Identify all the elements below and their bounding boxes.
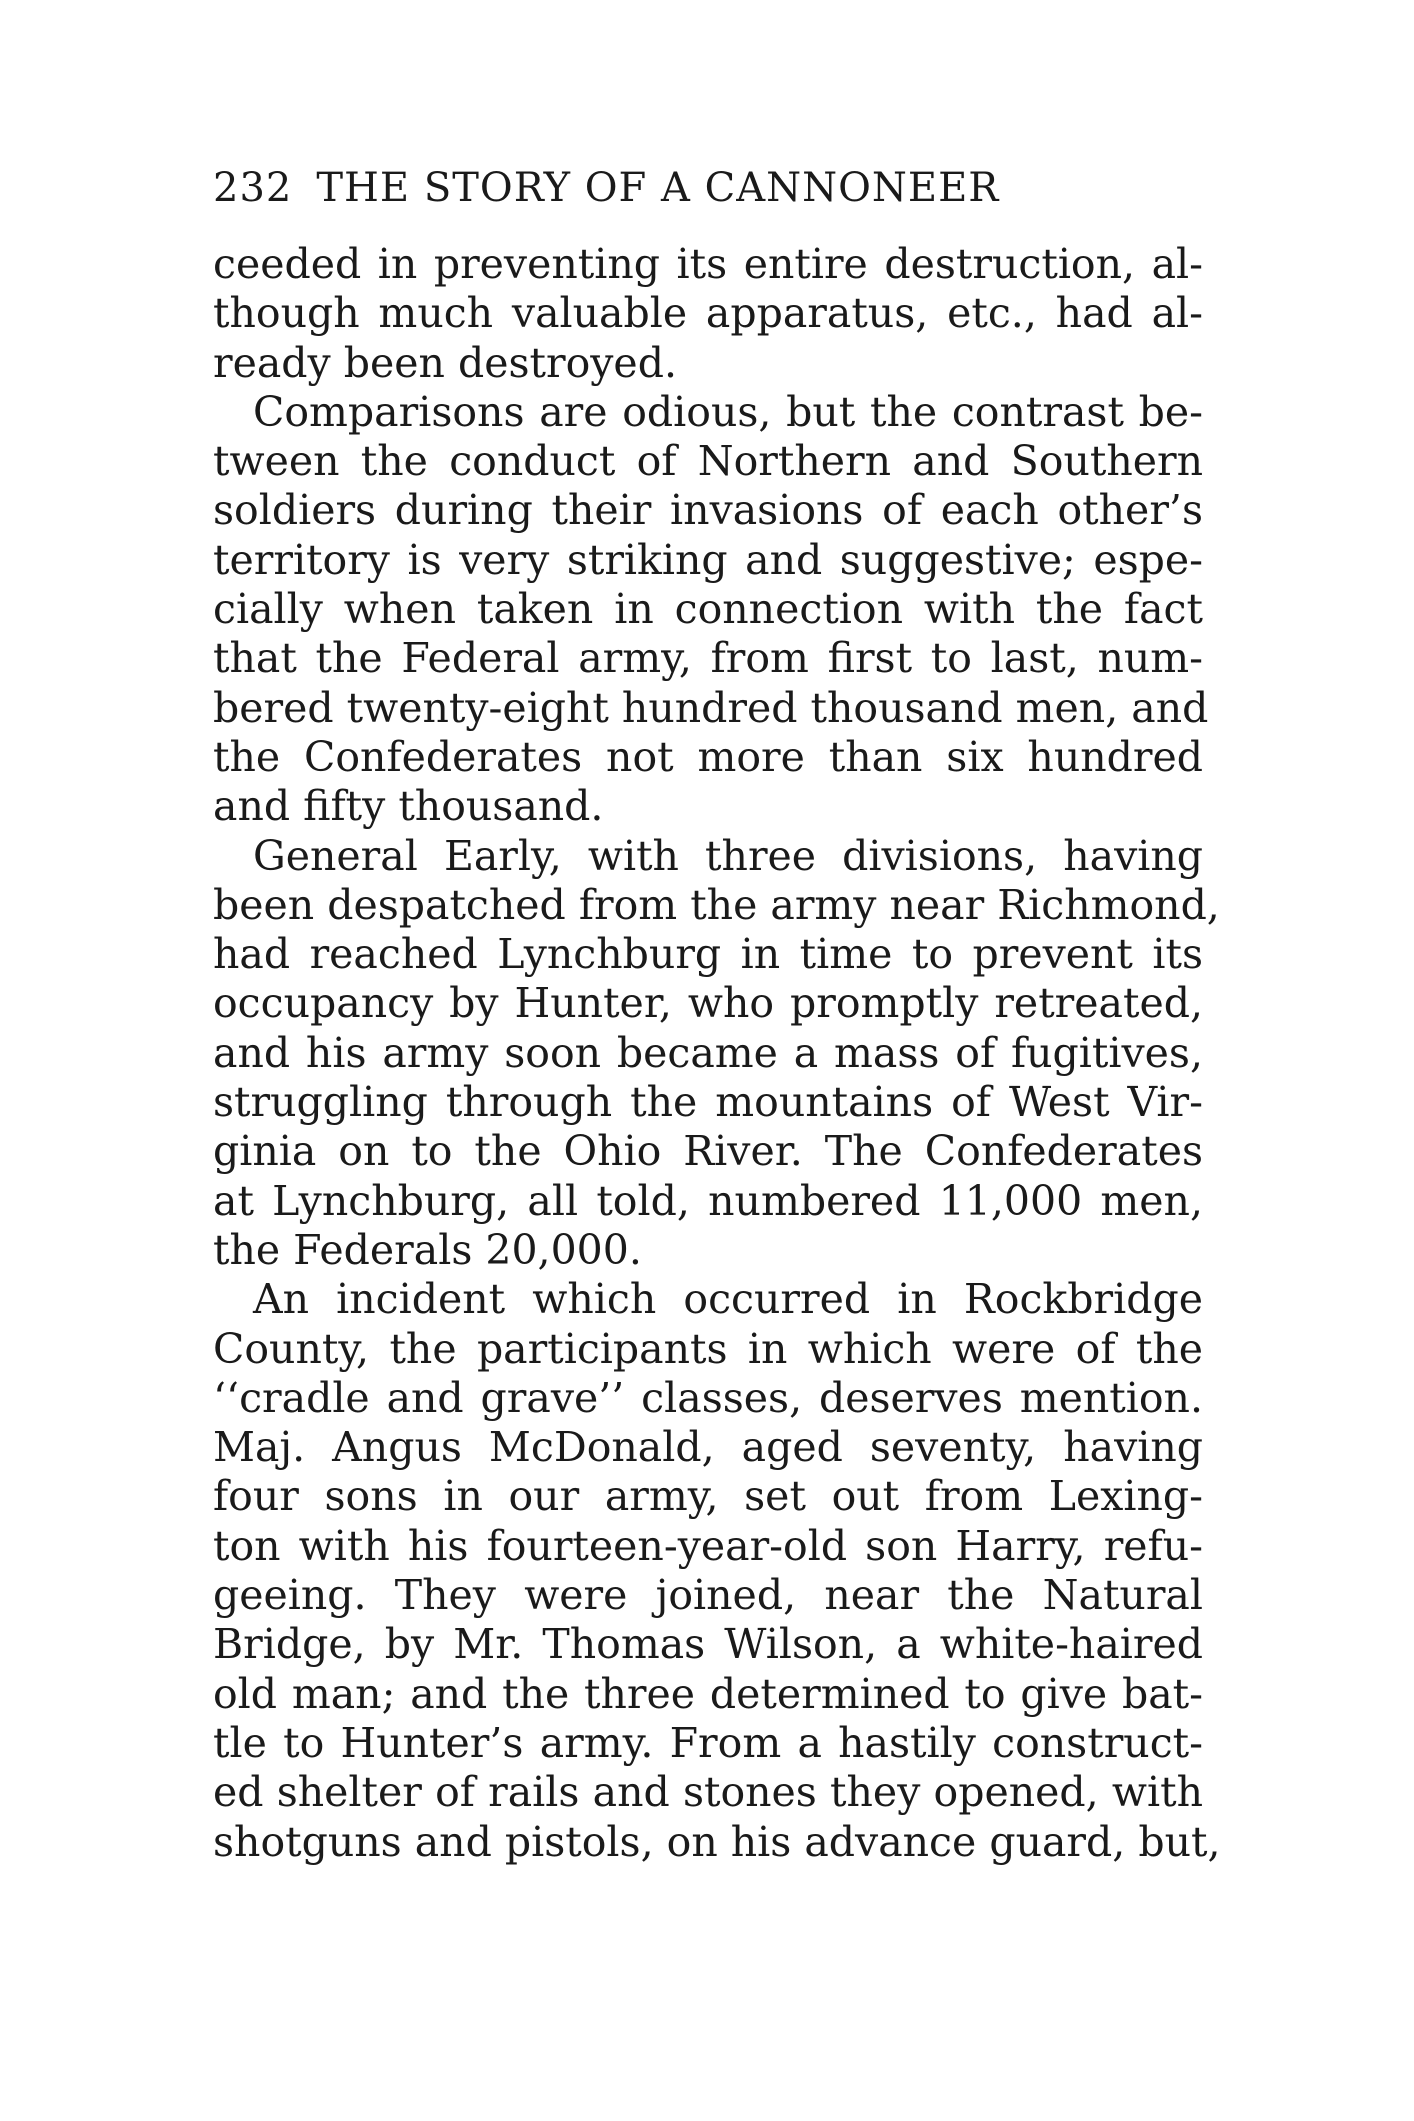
text-line: ed shelter of rails and stones they opened, with [213,1768,1203,1817]
text-line: County, the participants in which were of the [213,1324,1203,1373]
text-line: that the Federal army, from first to last, num- [213,634,1203,683]
text-line: occupancy by Hunter, who promptly retreated, [213,979,1203,1028]
text-line: soldiers during their invasions of each other’s [213,486,1203,535]
text-line: An incident which occurred in Rockbridge [253,1275,1203,1324]
text-line: the Confederates not more than six hundred [213,732,1203,781]
text-line: ton with his fourteen-year-old son Harry, refu- [213,1521,1203,1570]
text-line: and fifty thousand. [213,782,604,831]
text-line: cially when taken in connection with the fact [213,585,1203,634]
text-line: four sons in our army, set out from Lexing- [213,1472,1203,1521]
text-line: and his army soon became a mass of fugitives, [213,1028,1203,1077]
text-line: shotguns and pistols, on his advance guard, but, [213,1817,1221,1866]
text-line: ready been destroyed. [213,338,677,387]
text-line: tween the conduct of Northern and Southern [213,437,1203,486]
text-line: though much valuable apparatus, etc., had al- [213,289,1203,338]
text-line: General Early, with three divisions, having [253,831,1203,880]
text-line: tle to Hunter’s army. From a hastily construct- [213,1718,1203,1767]
text-line: territory is very striking and suggestive; espe- [213,535,1203,584]
text-line: bered twenty-eight hundred thousand men, and [213,683,1209,732]
text-line: the Federals 20,000. [213,1225,642,1274]
text-line: at Lynchburg, all told, numbered 11,000 men, [213,1176,1203,1225]
running-header [213,160,1203,216]
text-line: Comparisons are odious, but the contrast be- [253,387,1203,436]
text-line: Maj. Angus McDonald, aged seventy, having [213,1423,1203,1472]
paragraph [213,831,1220,1276]
text-line: had reached Lynchburg in time to prevent its [213,930,1203,979]
running-title: THE STORY OF A CANNONEER [316,165,1000,211]
text-line: ceeded in preventing its entire destruction, al- [213,240,1203,288]
text-line: ‘‘cradle and grave’’ classes, deserves mention. [213,1373,1203,1422]
paragraph [213,1275,1221,1867]
page-number: 232 [213,165,293,211]
paragraph [213,240,1203,388]
body-text [213,240,1221,1867]
paragraph [213,387,1209,832]
text-line: ginia on to the Ohio River. The Confederates [213,1127,1203,1176]
text-line: old man; and the three determined to give bat- [213,1669,1203,1718]
text-line: geeing. They were joined, near the Natural [213,1571,1203,1620]
text-line: Bridge, by Mr. Thomas Wilson, a white-haired [213,1620,1203,1669]
text-line: been despatched from the army near Richmond, [213,880,1220,929]
text-line: struggling through the mountains of West Vir- [213,1078,1203,1127]
